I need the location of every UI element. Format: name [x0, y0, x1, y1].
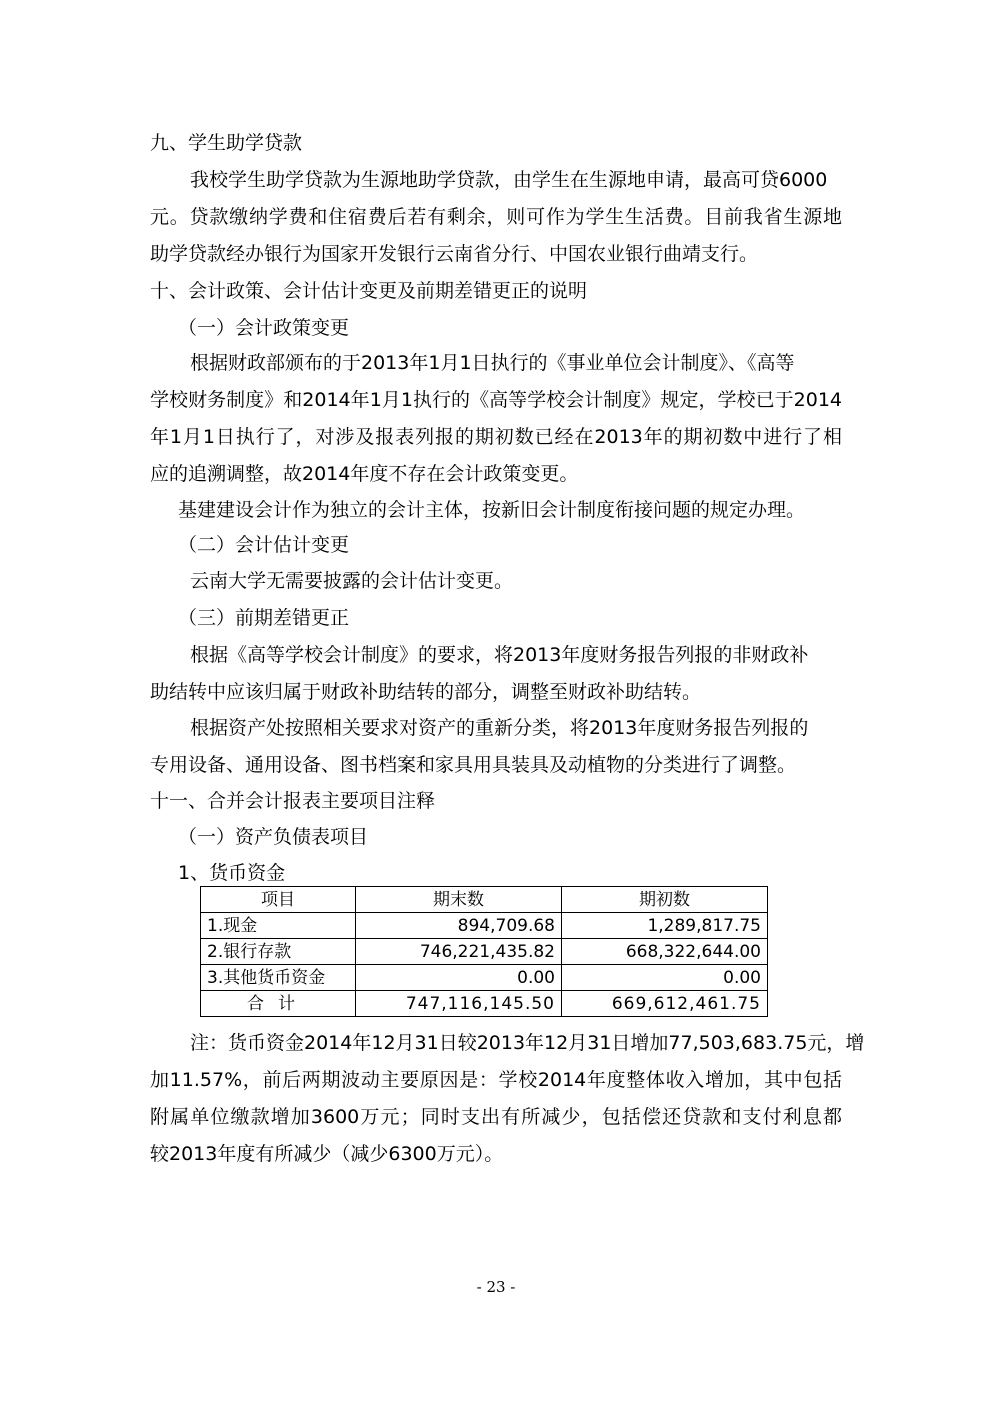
- page-number: - 23 -: [476, 1278, 516, 1296]
- section-11-title: 十一、合并会计报表主要项目注释: [150, 790, 436, 812]
- paragraph-line: 学校财务制度》和2014年1月1执行的《高等学校会计制度》规定，学校已于2014: [150, 389, 842, 411]
- header-end-balance: 期末数: [356, 887, 562, 913]
- row-label: 3.其他货币资金: [201, 965, 356, 991]
- paragraph-line: 我校学生助学贷款为生源地助学贷款，由学生在生源地申请，最高可贷6000: [190, 169, 828, 191]
- section-9-title: 九、学生助学贷款: [150, 132, 303, 154]
- paragraph-line: 根据财政部颁布的于2013年1月1日执行的《事业单位会计制度》、《高等: [190, 352, 795, 374]
- header-begin-balance: 期初数: [562, 887, 768, 913]
- table-row: [201, 939, 768, 965]
- subsection-title: （一）会计政策变更: [178, 317, 350, 339]
- row-begin-value: 0.00: [562, 965, 768, 991]
- paragraph-line: 元。贷款缴纳学费和住宿费后若有剩余，则可作为学生生活费。目前我省生源地: [150, 206, 842, 228]
- note-line: 附属单位缴款增加3600万元；同时支出有所减少，包括偿还贷款和支付利息都: [150, 1106, 842, 1128]
- section-10-title: 十、会计政策、会计估计变更及前期差错更正的说明: [150, 280, 588, 302]
- subsection-title: （二）会计估计变更: [178, 534, 350, 556]
- table-row: [201, 965, 768, 991]
- paragraph-line: 基建建设会计作为独立的会计主体，按新旧会计制度衔接问题的规定办理。: [178, 499, 806, 521]
- note-line: 注：货币资金2014年12月31日较2013年12月31日增加77,503,683.75元，增: [190, 1032, 865, 1054]
- table-row: [201, 913, 768, 939]
- row-begin-value: 668,322,644.00: [562, 939, 768, 965]
- paragraph-line: 助结转中应该归属于财政补助结转的部分，调整至财政补助结转。: [150, 681, 702, 703]
- total-end-value: 747,116,145.50: [356, 991, 562, 1017]
- note-line: 加11.57%，前后两期波动主要原因是：学校2014年度整体收入增加，其中包括: [150, 1069, 842, 1091]
- paragraph-line: 应的追溯调整，故2014年度不存在会计政策变更。: [150, 463, 579, 485]
- paragraph-line: 助学贷款经办银行为国家开发银行云南省分行、中国农业银行曲靖支行。: [150, 243, 759, 265]
- row-label: 2.银行存款: [201, 939, 356, 965]
- paragraph-line: 根据资产处按照相关要求对资产的重新分类，将2013年度财务报告列报的: [190, 717, 809, 739]
- table-total-row: [201, 991, 768, 1017]
- paragraph-line: 云南大学无需要披露的会计估计变更。: [190, 570, 514, 592]
- table-header-row: [201, 887, 768, 913]
- header-item: 项目: [201, 887, 356, 913]
- paragraph-line: 年1月1日执行了，对涉及报表列报的期初数已经在2013年的期初数中进行了相: [150, 426, 842, 448]
- item-title: 1、货币资金: [178, 862, 286, 884]
- cash-table: [200, 886, 768, 1017]
- note-line: 较2013年度有所减少（减少6300万元）。: [150, 1143, 504, 1165]
- paragraph-line: 根据《高等学校会计制度》的要求，将2013年度财务报告列报的非财政补: [190, 644, 809, 666]
- total-begin-value: 669,612,461.75: [562, 991, 768, 1017]
- paragraph-line: 专用设备、通用设备、图书档案和家具用具装具及动植物的分类进行了调整。: [150, 754, 797, 776]
- row-begin-value: 1,289,817.75: [562, 913, 768, 939]
- total-label: 合计: [201, 991, 356, 1017]
- row-label: 1.现金: [201, 913, 356, 939]
- subsection-title: （三）前期差错更正: [178, 607, 350, 629]
- row-end-value: 746,221,435.82: [356, 939, 562, 965]
- row-end-value: 894,709.68: [356, 913, 562, 939]
- row-end-value: 0.00: [356, 965, 562, 991]
- subsection-title: （一）资产负债表项目: [178, 826, 369, 848]
